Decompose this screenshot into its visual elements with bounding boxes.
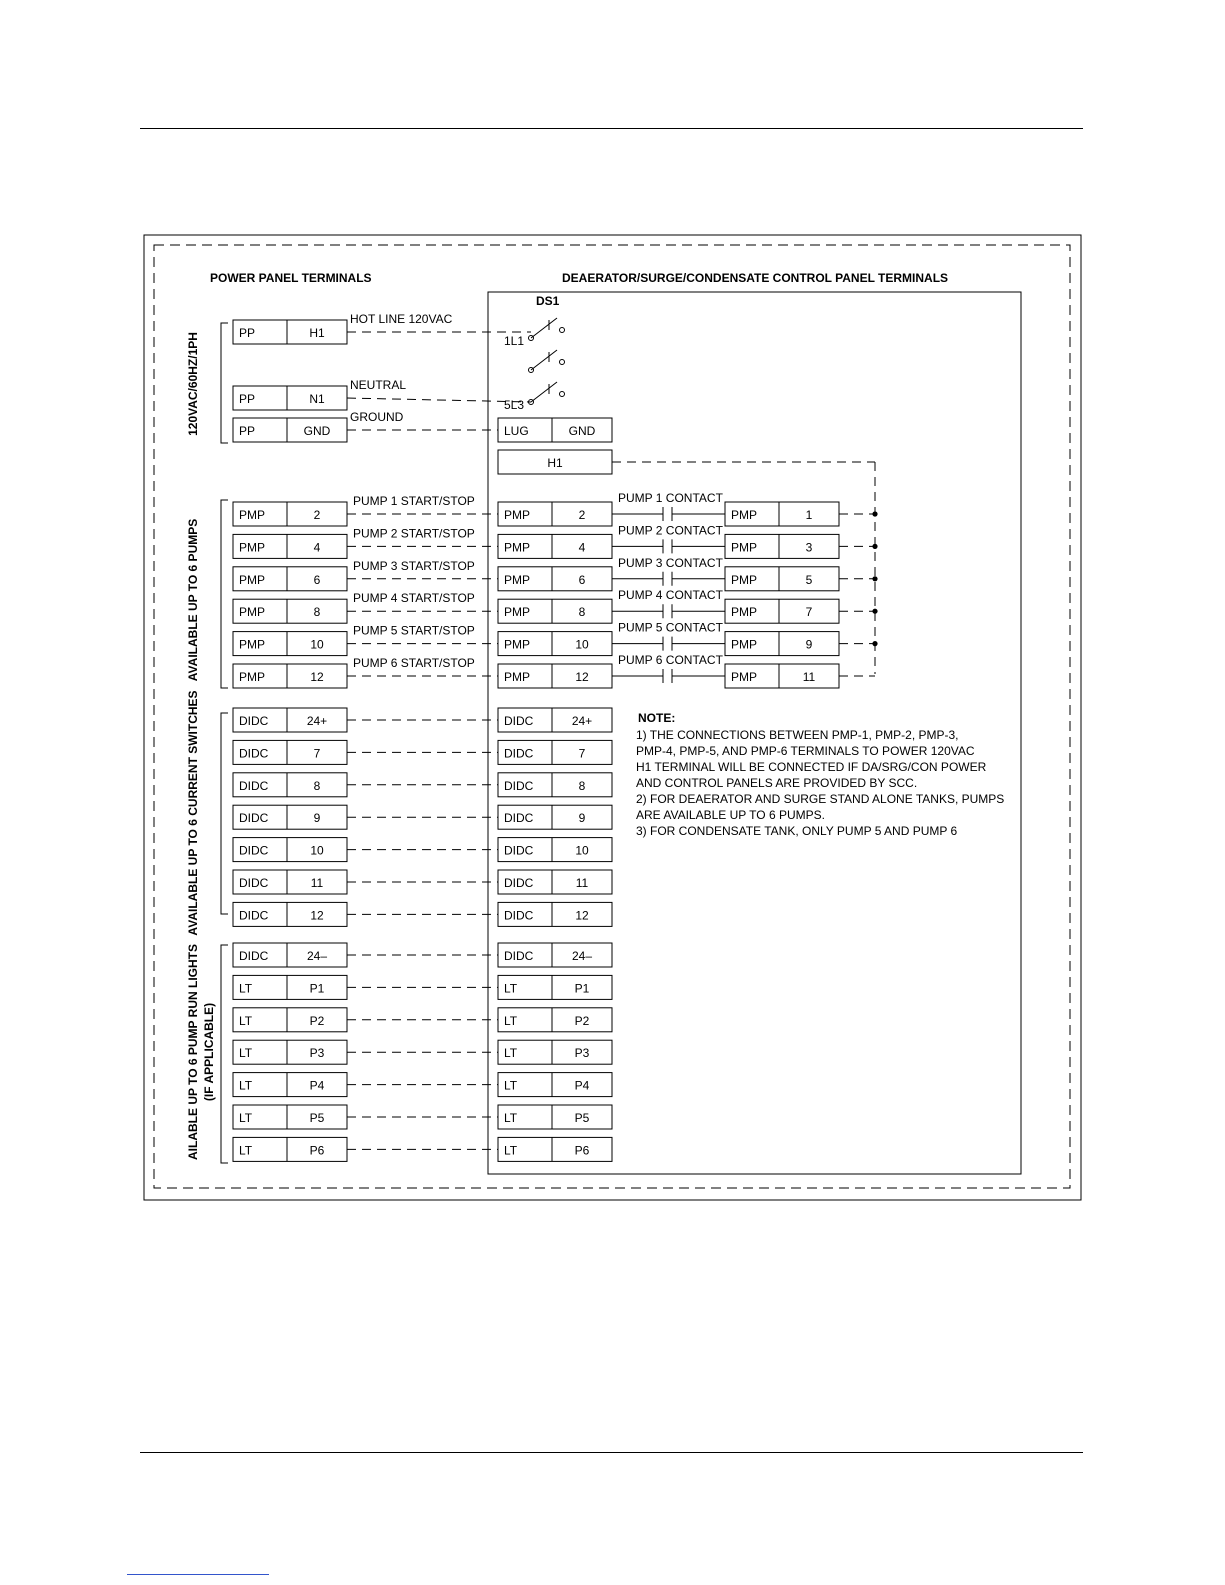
terminal-prefix: LT	[504, 1046, 518, 1061]
terminal-number: 24–	[306, 949, 328, 963]
wire-label: PUMP 3 START/STOP	[353, 558, 475, 573]
control-panel-terminal	[498, 502, 612, 526]
terminal-number: 4	[578, 540, 586, 555]
power-panel-terminal	[233, 708, 347, 732]
terminal-prefix: LT	[239, 981, 253, 996]
terminal-number: 8	[313, 778, 321, 793]
terminal-prefix: PMP	[504, 670, 531, 684]
contact-label: PUMP 4 CONTACT	[618, 588, 723, 603]
power-panel-terminal	[233, 534, 347, 558]
power-panel-terminal	[233, 1137, 347, 1161]
terminal-prefix: PMP	[504, 508, 531, 522]
wire-label: PUMP 1 START/STOP	[353, 494, 475, 508]
terminal-number: 24+	[571, 714, 593, 728]
terminal-prefix: LT	[239, 1143, 253, 1158]
terminal-prefix: DIDC	[239, 778, 269, 793]
control-panel-terminal	[498, 740, 612, 764]
terminal-number: 9	[805, 637, 813, 652]
terminal-prefix: DIDC	[239, 811, 269, 826]
h1-terminal	[498, 450, 612, 474]
terminal-prefix: DIDC	[504, 876, 534, 890]
terminal-number: 10	[310, 637, 324, 652]
power-panel-terminal	[233, 664, 347, 688]
terminal-number: P2	[574, 1013, 590, 1028]
note-line: ARE AVAILABLE UP TO 6 PUMPS.	[636, 808, 825, 822]
terminal-prefix: LT	[239, 1013, 253, 1028]
control-panel-terminal	[498, 664, 612, 688]
terminal-number: 8	[578, 605, 586, 620]
control-panel-terminal	[498, 632, 612, 656]
terminal-prefix: DIDC	[504, 778, 534, 793]
pump-contact-terminal	[725, 664, 839, 688]
bracket-run-lights	[221, 945, 228, 1163]
power-panel-terminal	[233, 773, 347, 797]
terminal-prefix: PP	[239, 424, 256, 438]
terminal-number: 3	[805, 540, 813, 555]
terminal-number: 8	[313, 605, 321, 620]
terminal-prefix: LT	[504, 1143, 518, 1158]
group-label-run-lights-sub: (IF APPLICABLE)	[202, 1002, 216, 1102]
power-panel-terminal	[233, 740, 347, 764]
terminal-prefix: PMP	[731, 540, 758, 555]
control-panel-terminal	[498, 805, 612, 829]
terminal-number: P3	[309, 1046, 325, 1061]
power-panel-terminal	[233, 502, 347, 526]
control-panel-terminal	[498, 1008, 612, 1032]
bracket-power	[221, 323, 228, 443]
terminal-number: 8	[578, 778, 586, 793]
terminal-number: 12	[575, 670, 589, 684]
bracket-pumps	[221, 500, 228, 688]
terminal-prefix: PP	[239, 392, 256, 406]
wire-label: PUMP 4 START/STOP	[353, 591, 475, 606]
group-label-current-switches: AVAILABLE UP TO 6 CURRENT SWITCHES	[186, 690, 200, 936]
group-label-run-lights: AILABLE UP TO 6 PUMP RUN LIGHTS	[186, 943, 200, 1161]
terminal-number: 2	[313, 508, 321, 522]
terminal-number: 24+	[306, 714, 328, 728]
terminal-prefix: PMP	[731, 605, 758, 620]
note-line: 2) FOR DEAERATOR AND SURGE STAND ALONE TANKS, PUMPS	[636, 792, 1005, 806]
pump-contact-terminal	[725, 567, 839, 591]
terminal-prefix: LT	[504, 1013, 518, 1028]
terminal-number: 10	[310, 843, 324, 858]
terminal-number: H1	[309, 326, 325, 340]
terminal-prefix: DIDC	[504, 908, 534, 923]
pump-contact-terminal	[725, 599, 839, 623]
terminal-number: 9	[578, 811, 586, 826]
terminal-number: 6	[313, 572, 321, 587]
terminal-number: P2	[309, 1013, 325, 1028]
wire-label: HOT LINE 120VAC	[350, 312, 453, 326]
terminal-number: P4	[309, 1078, 325, 1093]
disconnect-pole-1l1: 1L1	[504, 334, 525, 348]
power-panel-terminal	[233, 599, 347, 623]
terminal-prefix: PP	[239, 326, 256, 340]
terminal-prefix: DIDC	[239, 714, 269, 728]
terminal-prefix: LT	[239, 1078, 253, 1093]
terminal-number: 10	[575, 637, 589, 652]
terminal-prefix: PMP	[239, 540, 266, 555]
terminal-number: P1	[574, 981, 590, 996]
wire-label: PUMP 5 START/STOP	[353, 623, 475, 638]
terminal-number: P5	[309, 1111, 325, 1125]
terminal-prefix: PMP	[504, 605, 531, 620]
note-line: 3) FOR CONDENSATE TANK, ONLY PUMP 5 AND PUMP 6	[636, 824, 958, 838]
terminal-number: 12	[575, 908, 589, 923]
power-panel-title: POWER PANEL TERMINALS	[210, 271, 372, 285]
terminal-number: P1	[309, 981, 325, 996]
terminal-number: 12	[310, 670, 324, 684]
power-panel-terminal	[233, 805, 347, 829]
terminal-prefix: DIDC	[239, 949, 269, 963]
control-panel-terminal	[498, 975, 612, 999]
control-panel-terminal	[498, 567, 612, 591]
terminal-number: N1	[309, 392, 325, 406]
pump-contact-terminal	[725, 502, 839, 526]
note-line: H1 TERMINAL WILL BE CONNECTED IF DA/SRG/CON POWER	[636, 760, 987, 774]
wire-label: PUMP 6 START/STOP	[353, 656, 475, 670]
terminal-prefix: PMP	[239, 605, 266, 620]
terminal-prefix: PMP	[239, 572, 266, 587]
terminal-prefix: PMP	[239, 670, 266, 684]
terminal-prefix: DIDC	[504, 714, 534, 728]
wire-label: PUMP 2 START/STOP	[353, 526, 475, 541]
terminal-number: P4	[574, 1078, 590, 1093]
note-line: 1) THE CONNECTIONS BETWEEN PMP-1, PMP-2, PMP-3,	[636, 728, 959, 742]
wire-label: GROUND	[350, 410, 404, 424]
junction-dot	[872, 544, 877, 549]
terminal-number: 4	[313, 540, 321, 555]
power-panel-terminal	[233, 1040, 347, 1064]
terminal-prefix: DIDC	[504, 811, 534, 826]
terminal-number: 1	[805, 508, 813, 522]
power-panel-terminal	[233, 870, 347, 894]
terminal-prefix: PMP	[504, 572, 531, 587]
disconnect-switch-ds1	[529, 318, 565, 405]
power-panel-terminal	[233, 1105, 347, 1129]
control-panel-terminal	[498, 1073, 612, 1097]
terminal-number: 11	[575, 876, 589, 890]
junction-dot	[872, 641, 877, 646]
terminal-prefix: PMP	[239, 508, 266, 522]
disconnect-pole-5l3: 5L3	[504, 398, 525, 412]
note-title: NOTE:	[638, 711, 676, 725]
terminal-label: H1	[547, 456, 563, 470]
terminal-number: 12	[310, 908, 324, 923]
pump-contact-terminal	[725, 632, 839, 656]
terminal-number: 2	[578, 508, 586, 522]
control-panel-terminal	[498, 534, 612, 558]
terminal-number: GND	[568, 424, 596, 438]
terminal-number: 24–	[571, 949, 593, 963]
control-panel-terminal	[498, 773, 612, 797]
terminal-prefix: LT	[239, 1111, 253, 1125]
terminal-prefix: LUG	[504, 424, 529, 438]
control-panel-terminal	[498, 708, 612, 732]
terminal-number: 7	[805, 605, 813, 620]
terminal-number: 9	[313, 811, 321, 826]
control-panel-terminal	[498, 418, 612, 442]
terminal-prefix: DIDC	[239, 843, 269, 858]
contact-label: PUMP 2 CONTACT	[618, 523, 723, 538]
terminal-number: 5	[805, 572, 813, 587]
contact-label: PUMP 6 CONTACT	[618, 653, 723, 667]
contact-label: PUMP 3 CONTACT	[618, 555, 723, 570]
terminal-number: P6	[309, 1143, 325, 1158]
terminal-number: 11	[802, 670, 816, 684]
power-panel-terminal	[233, 975, 347, 999]
terminal-prefix: PMP	[731, 670, 758, 684]
terminal-prefix: DIDC	[239, 746, 269, 761]
terminal-prefix: LT	[239, 1046, 253, 1061]
power-panel-terminal	[233, 386, 347, 410]
terminal-prefix: DIDC	[504, 843, 534, 858]
terminal-prefix: PMP	[731, 572, 758, 587]
junction-dot	[872, 576, 877, 581]
power-panel-terminal	[233, 632, 347, 656]
control-panel-terminal	[498, 1040, 612, 1064]
control-panel-terminal	[498, 1137, 612, 1161]
group-label-power: 120VAC/60HZ/1PH	[186, 332, 200, 436]
terminal-prefix: DIDC	[504, 949, 534, 963]
junction-dot	[872, 609, 877, 614]
wire-label: NEUTRAL	[350, 378, 407, 392]
power-panel-terminal	[233, 838, 347, 862]
contact-label: PUMP 1 CONTACT	[618, 491, 723, 505]
terminal-number: P5	[574, 1111, 590, 1125]
terminal-number: P6	[574, 1143, 590, 1158]
terminal-number: 7	[313, 746, 321, 761]
power-panel-terminal	[233, 418, 347, 442]
group-label-pumps: AVAILABLE UP TO 6 PUMPS	[186, 518, 200, 682]
terminal-prefix: PMP	[239, 637, 266, 652]
junction-dot	[872, 511, 877, 516]
power-panel-terminal	[233, 1008, 347, 1032]
terminal-number: 10	[575, 843, 589, 858]
control-panel-terminal	[498, 838, 612, 862]
terminal-prefix: DIDC	[504, 746, 534, 761]
terminal-prefix: LT	[504, 1111, 518, 1125]
terminal-prefix: DIDC	[239, 876, 269, 890]
terminal-number: GND	[303, 424, 331, 438]
terminal-number: 11	[310, 876, 324, 890]
bracket-current-switches	[221, 713, 228, 914]
power-panel-terminal	[233, 902, 347, 926]
control-panel-terminal	[498, 599, 612, 623]
terminal-prefix: PMP	[731, 508, 758, 522]
terminal-prefix: PMP	[731, 637, 758, 652]
pump-contact-terminal	[725, 534, 839, 558]
control-panel-terminal	[498, 1105, 612, 1129]
terminal-prefix: PMP	[504, 637, 531, 652]
control-panel-terminal	[498, 870, 612, 894]
power-panel-terminal	[233, 943, 347, 967]
terminal-prefix: LT	[504, 1078, 518, 1093]
note-line: PMP-4, PMP-5, AND PMP-6 TERMINALS TO POWER 120VAC	[636, 744, 975, 758]
terminal-prefix: LT	[504, 981, 518, 996]
terminal-prefix: PMP	[504, 540, 531, 555]
note-line: AND CONTROL PANELS ARE PROVIDED BY SCC.	[636, 776, 918, 790]
control-panel-terminal	[498, 902, 612, 926]
power-panel-terminal	[233, 1073, 347, 1097]
power-panel-terminal	[233, 567, 347, 591]
contact-label: PUMP 5 CONTACT	[618, 620, 723, 635]
disconnect-label: DS1	[536, 294, 560, 308]
terminal-number: P3	[574, 1046, 590, 1061]
control-panel-terminal	[498, 943, 612, 967]
terminal-number: 6	[578, 572, 586, 587]
power-panel-terminal	[233, 320, 347, 344]
terminal-prefix: DIDC	[239, 908, 269, 923]
terminal-number: 7	[578, 746, 586, 761]
control-panel-title: DEAERATOR/SURGE/CONDENSATE CONTROL PANEL TERMINALS	[562, 271, 949, 285]
